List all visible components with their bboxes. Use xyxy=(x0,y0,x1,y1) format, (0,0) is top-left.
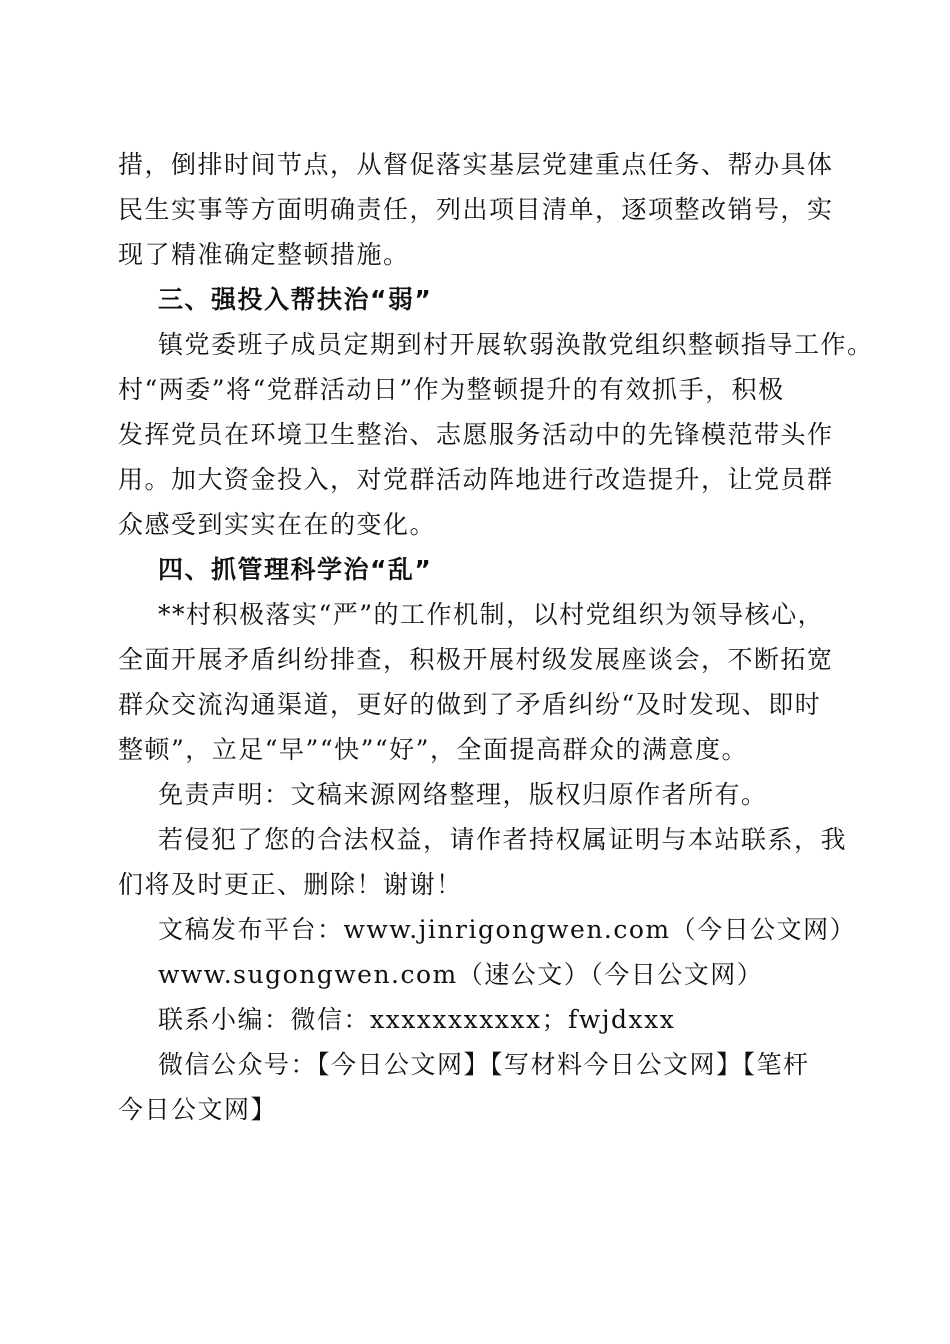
paragraph-line: 镇党委班子成员定期到村开展软弱涣散党组织整顿指导工作。 xyxy=(158,330,874,359)
paragraph-line: 发挥党员在环境卫生整治、志愿服务活动中的先锋模范带头作 xyxy=(118,420,834,449)
site-line: www.sugongwen.com（速公文）（今日公文网） xyxy=(158,960,764,989)
paragraph-line: 村“两委”将“党群活动日”作为整顿提升的有效抓手，积极 xyxy=(118,375,785,404)
section-4 xyxy=(118,547,838,772)
paragraph-line: 群众交流沟通渠道，更好的做到了矛盾纠纷“及时发现、即时 xyxy=(118,690,822,719)
paragraph-line: **村积极落实“严”的工作机制，以村党组织为领导核心， xyxy=(158,600,825,629)
platform-line: 文稿发布平台：www.jinrigongwen.com（今日公文网） xyxy=(158,915,857,944)
section-2-tail xyxy=(118,142,838,277)
paragraph-line: 民生实事等方面明确责任，列出项目清单，逐项整改销号，实 xyxy=(118,195,834,224)
wechat-line: 微信公众号：【今日公文网】【写材料今日公文网】【笔杆 xyxy=(158,1050,810,1079)
disclaimer-line: 们将及时更正、删除！谢谢！ xyxy=(118,870,463,899)
section-heading: 三、强投入帮扶治“弱” xyxy=(158,285,433,314)
disclaimer-section xyxy=(118,772,857,1132)
wechat-line: 今日公文网】 xyxy=(118,1095,278,1124)
paragraph-line: 整顿”，立足“早”“快”“好”，全面提高群众的满意度。 xyxy=(118,735,748,764)
disclaimer-line: 若侵犯了您的合法权益，请作者持权属证明与本站联系，我 xyxy=(158,825,848,854)
section-heading: 四、抓管理科学治“乱” xyxy=(158,555,433,584)
document-page xyxy=(118,142,874,1132)
paragraph-line: 众感受到实实在在的变化。 xyxy=(118,510,437,539)
paragraph-line: 措，倒排时间节点，从督促落实基层党建重点任务、帮办具体 xyxy=(118,150,834,179)
section-3 xyxy=(118,277,874,547)
paragraph-line: 全面开展矛盾纠纷排查，积极开展村级发展座谈会，不断拓宽 xyxy=(118,645,834,674)
disclaimer-line: 免责声明：文稿来源网络整理，版权归原作者所有。 xyxy=(158,780,768,809)
paragraph-line: 用。加大资金投入，对党群活动阵地进行改造提升，让党员群 xyxy=(118,465,834,494)
paragraph-line: 现了精准确定整顿措施。 xyxy=(118,240,410,269)
contact-line: 联系小编：微信：xxxxxxxxxxx；fwjdxxx xyxy=(158,1005,676,1034)
